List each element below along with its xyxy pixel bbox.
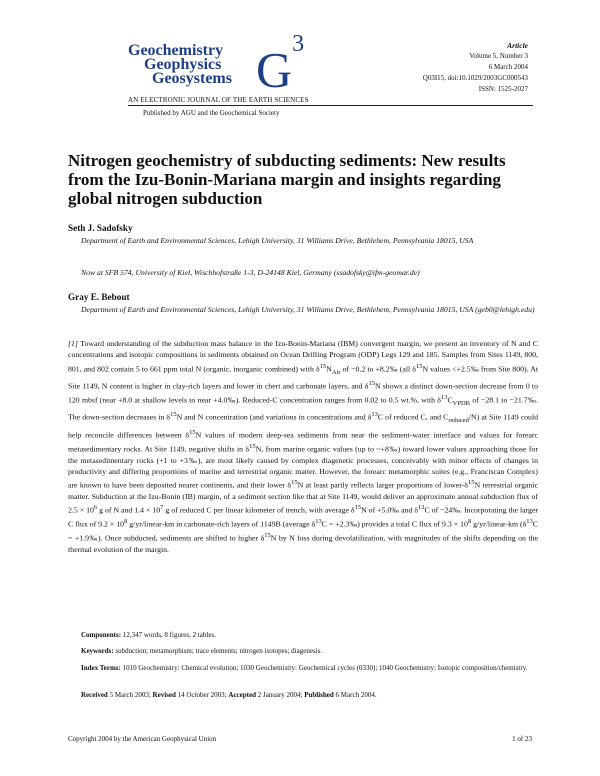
- author-name: Seth J. Sadofsky: [68, 223, 133, 233]
- index-terms-line: Index Terms: 1010 Geochemistry: Chemical evolution; 1030 Geochemistry: Geochemical cycles (0330); 1040 Geochemistry: Isotopic composition/chemistry.: [81, 664, 528, 672]
- journal-name-line2: Geophysics: [144, 56, 222, 73]
- journal-tagline: AN ELECTRONIC JOURNAL OF THE EARTH SCIENCES: [128, 96, 309, 104]
- publisher-line: Published by AGU and the Geochemical Society: [143, 109, 280, 117]
- volume-number: Volume 5, Number 3: [469, 52, 528, 60]
- page-number: 1 of 23: [512, 735, 532, 743]
- journal-logo: $G^3$: [256, 31, 305, 98]
- publication-date: 6 March 2004: [488, 63, 528, 71]
- history-dates: Received 5 March 2003; Revised 14 October 2003; Accepted 2 January 2004; Published 6 March 2004.: [81, 691, 377, 699]
- author-current-address: Now at SFB 574, University of Kiel, Wischhofstraße 1-3, D-24148 Kiel, Germany (ssadofsky@ifm-geomar.de): [81, 268, 420, 277]
- article-type: Article: [507, 41, 528, 50]
- paragraph-number: [1]: [68, 339, 78, 348]
- abstract: [1] Toward understanding of the subduction mass balance in the Izu-Bonin-Mariana (IBM) convergent margin, we present an inventory of N and C concentrations and isotopic compositions in sediments obtained on Ocean Drilling Program (ODP) Legs 129 and 185. Samples from Sites 1149, 800, 801, and 802 contain 5 to 661 ppm total N (organic, inorganic combined) with $\delta^{15}N_{Air}$ of −0.2 to +8.2‰ (all $\delta^{15}N$ values <+2.5‰ from Site 800). At Site 1149, N content is higher in clay-rich layers and lower in chert and carbonate layers, and $\delta^{15}N$ shows a distinct down-section decrease from 0 to 120 mbsf (near +8.0 at shallow levels to near +4.0‰). Reduced-C concentration ranges from 0.02 to 0.5 wt.%, with $\delta^{13}C_{VPDB}$ of −28.1 to −21.7‰. The down-section decreases in $\delta^{15}N$ and N concentration (and variations in concentrations and $\delta^{13}C$ of reduced C, and $C_{reduced}/N$) at Site 1149 could help reconcile differences between $\delta^{15}N$ values of modern deep-sea sediments from near the sediment-water interface and values for forearc metasedimentary rocks. At Site 1149, negative shifts in $\delta^{15}N$, from marine organic values (up to ~+8‰) toward lower values approaching those for the metasedimentary rocks (+1 to +3‰), are most likely caused by complex diagenetic processes, conceivably with minor effects of changes in productivity and differing proportions of marine and terrestrial organic matter. However, the forearc metamorphic suites (e.g., Franciscan Complex) are known to have been deposited nearer continents, and their lower $\delta^{15}N$ at least partly reflects larger proportions of lower-$\delta^{15}N$ terrestrial organic matter. Subduction at the Izu-Bonin (IB) margin, of a sediment section like that at Site 1149, would deliver an approximate annual subduction flux of $2.5 \times 10^6$ g of N and $1.4 \times 10^7$ g of reduced C per linear kilometer of trench, with average $\delta^{15}N$ of +5.0‰ and $\delta^{13}C$ of −24‰. Incorporating the larger C flux of $9.2 \times 10^8$ g/yr/linear-km in carbonate-rich layers of 1149B (average $\delta^{13}C$ = +2.3‰) provides a total C flux of $9.3 \times 10^8$ g/yr/linear-km ($\delta^{13}C$ = +1.9‰). Once subducted, sediments are shifted to higher $\delta^{15}N$ by N loss during devolatilization, with magnitudes of the shifts depending on the thermal evolution of the margin.: [68, 339, 539, 555]
- author-name: Gray E. Bebout: [68, 292, 130, 302]
- journal-name-line1: Geochemistry: [128, 42, 224, 59]
- keywords-line: Keywords: subduction; metamorphism; trace elements; nitrogen isotopes; diagenesis.: [81, 647, 323, 655]
- author-affiliation: Department of Earth and Environmental Sciences, Lehigh University, 31 Williams Drive, Bethlehem, Pennsylvania 18015, USA: [81, 236, 474, 245]
- paper-title: Nitrogen geochemistry of subducting sediments: New results from the Izu-Bonin-Mariana margin and insights regarding global nitrogen subduction: [68, 151, 506, 208]
- journal-name-line3: Geosystems: [152, 70, 232, 87]
- doi[interactable]: Q03I15, doi:10.1029/2003GC000543: [422, 74, 528, 82]
- components-line: Components: 12,347 words, 8 figures, 2 tables.: [81, 631, 216, 639]
- issn: ISSN: 1525-2027: [478, 85, 528, 93]
- author-affiliation: Department of Earth and Environmental Sciences, Lehigh University, 31 Williams Drive, Bethlehem, Pennsylvania 18015, USA (geb0@lehigh.edu): [81, 305, 535, 314]
- article-meta: [423, 40, 528, 95]
- masthead-rule: [128, 105, 533, 106]
- journal-logo-mark-icon: [106, 40, 124, 100]
- copyright-notice: Copyright 2004 by the American Geophysical Union: [68, 735, 217, 743]
